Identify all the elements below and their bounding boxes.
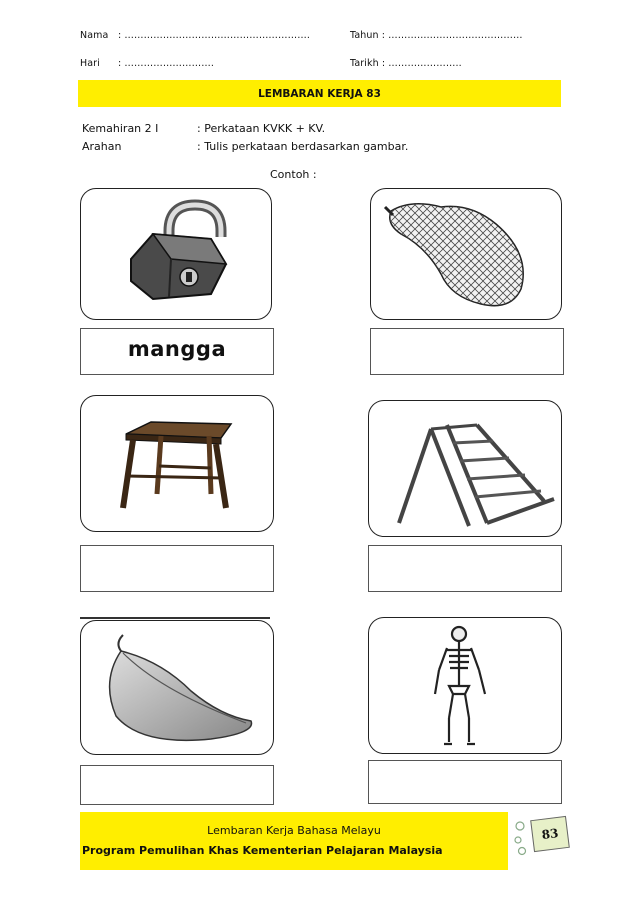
footer-bar	[80, 812, 508, 870]
answer-text-1: mangga	[127, 337, 227, 361]
answer-box-1[interactable]	[80, 328, 274, 375]
worksheet-title: LEMBARAN KERJA 83	[78, 80, 561, 107]
answer-box-4[interactable]	[368, 545, 562, 592]
answer-box-2[interactable]	[370, 328, 564, 375]
skeleton-icon	[369, 618, 561, 753]
jackfruit-icon	[371, 189, 561, 319]
answer-box-6[interactable]	[368, 760, 562, 804]
hari-field[interactable]: : ……………………….	[118, 58, 214, 69]
hari-label: Hari	[80, 58, 100, 69]
arahan-label: Arahan	[82, 140, 122, 153]
arahan-value: : Tulis perkataan berdasarkan gambar.	[197, 140, 409, 153]
picture-card-leaf	[80, 620, 274, 755]
answer-box-3[interactable]	[80, 545, 274, 592]
kemahiran-value: : Perkataan KVKK + KV.	[197, 122, 326, 135]
stool-icon	[81, 396, 273, 531]
footer-line1: Lembaran Kerja Bahasa Melayu	[207, 824, 381, 837]
kemahiran-label: Kemahiran 2 I	[82, 122, 159, 135]
padlock-icon	[81, 189, 271, 319]
picture-card-jackfruit	[370, 188, 562, 320]
picture-card-stool	[80, 395, 274, 532]
tahun-field[interactable]: Tahun : ……………………………………	[350, 30, 523, 41]
nama-field[interactable]: : ………………………………………………….	[118, 30, 310, 41]
page-number-badge: 83	[530, 816, 570, 852]
top-rule	[80, 617, 270, 619]
contoh-label: Contoh :	[270, 168, 317, 181]
answer-box-5[interactable]	[80, 765, 274, 805]
nama-label: Nama	[80, 30, 109, 41]
ladder-icon	[369, 401, 561, 536]
leaf-icon	[81, 621, 273, 754]
footer-line2: Program Pemulihan Khas Kementerian Pelajaran Malaysia	[82, 844, 443, 857]
picture-card-padlock	[80, 188, 272, 320]
decorative-swirl-icon	[512, 818, 528, 858]
tarikh-field[interactable]: Tarikh : …………………..	[350, 58, 462, 69]
picture-card-ladder	[368, 400, 562, 537]
picture-card-skeleton	[368, 617, 562, 754]
